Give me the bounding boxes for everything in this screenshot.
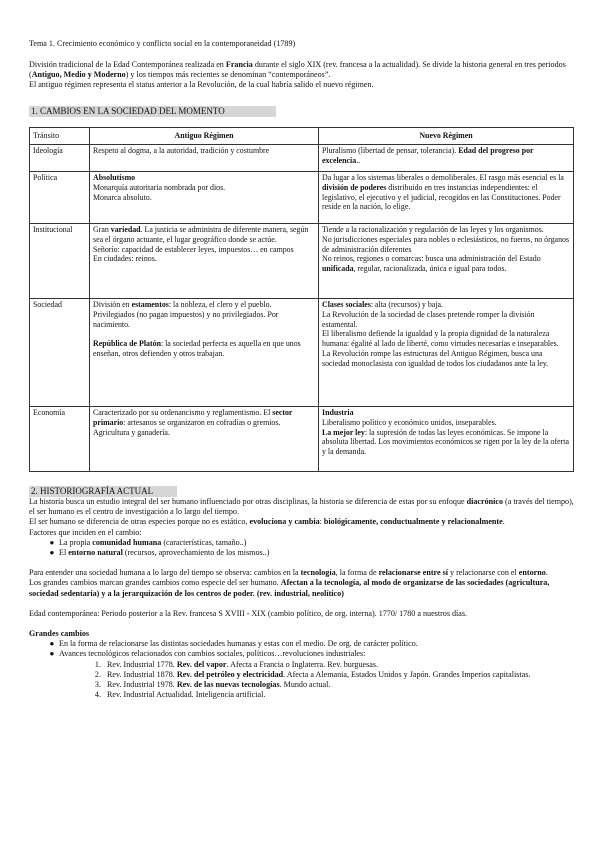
table-header-row [30, 128, 574, 145]
table-row [30, 299, 574, 407]
cell-new: Industria Liberalismo político y económico unidos, inseparables. La mejor ley: la supresión de todas las leyes económicas. Se impone la absoluta libertad. Los movimientos económicos se rigen por la ley de la oferta y la demanda. [319, 407, 574, 472]
paragraph: Para entender una sociedad humana a lo largo del tiempo se observa: cambios en la tecnología, la forma de relacionarse entre sí y relacionarse con el entorno. [29, 568, 548, 578]
intro-line-2: El antiguo régimen representa el status anterior a la Revolución, de la cual habría salido el nuevo régimen. [29, 80, 374, 90]
list-item: ● El entorno natural (recursos, aprovechamiento de los mismos..) [45, 548, 574, 558]
cell-new: Clases sociales: alta (recursos) y baja. La Revolución de la sociedad de clases pretende romper la división estamental. El liberalismo defiende la igualdad y la propia dignidad de la naturaleza humana: égalité al lado de liberté, como virtudes necesarias e inseparables. La Revolución rompe las estructuras del Antiguo Régimen, busca una sociedad monoclasista con igualdad de todos los ciudadanos ante la ley. [319, 299, 574, 407]
row-label: Economía [30, 407, 90, 472]
row-label: Ideología [30, 145, 90, 172]
intro-line-1: División tradicional de la Edad Contemporánea realizada en Francia durante el siglo XIX (rev. francesa a la actualidad). Se divide la historia general en tres periodos (Antiguo, Medio y Moderno) y los tiempos más recientes se denominan “contemporáneos”. [29, 60, 566, 80]
list-item: ● En la forma de relacionarse las distintas sociedades humanas y estas con el medio. De org. de carácter político. [45, 639, 574, 649]
paragraph: Factores que inciden en el cambio: [29, 527, 142, 537]
row-label: Institucional [30, 224, 90, 299]
factor-list [29, 538, 574, 558]
section-2-heading: 2. HISTORIOGRAFÍA ACTUAL [29, 486, 177, 497]
cell-new: Pluralismo (libertad de pensar, tolerancia). Edad del progreso por excelencia.. [319, 145, 574, 172]
bullet-icon: ● [49, 639, 55, 649]
list-item: 4. Rev. Industrial Actualidad. Inteligencia artificial. [94, 690, 266, 700]
grandes-cambios-title: Grandes cambios [29, 629, 90, 639]
cell-old: Absolutismo Monarquía autoritaria nombrada por dios. Monarca absoluto. [90, 172, 319, 224]
table-row [30, 145, 574, 172]
paragraph: Los grandes cambios marcan grandes cambios como especie del ser humano. Afectan a la tecnología, al modo de organizarse de las sociedades (agricultura, sociedad sedentaria) y a la jerarquización de los centros de poder. (rev. industrial, neolítico) [29, 578, 550, 598]
cell-old: División en estamentos: la nobleza, el clero y el pueblo. Privilegiados (no pagan impuestos) y no privilegiados. Por nacimiento. República de Platón: la sociedad perfecta es aquella en que unos enseñan, otros defienden y otros trabajan. [90, 299, 319, 407]
cell-old: Respeto al dogma, a la autoridad, tradición y costumbre [90, 145, 319, 172]
table-row [30, 224, 574, 299]
row-label: Sociedad [30, 299, 90, 407]
regime-comparison-table [29, 127, 574, 472]
list-item: ● La propia comunidad humana (características, tamaño..) [45, 538, 574, 548]
cell-new: Tiende a la racionalización y regulación de las leyes y los organismos. No jurisdicciones especiales para nobles o eclesiásticos, no fueros, no órganos de administración diferentes No reinos, regiones o comarcas: busca una administración del Estado unificada, regular, racionalizada, única e igual para todos. [319, 224, 574, 299]
list-item: ● Avances tecnológicos relacionados con cambios sociales, políticos…revoluciones industriales: [45, 649, 574, 659]
bullet-icon: ● [49, 548, 55, 558]
cell-old: Caracterizado por su ordenancismo y reglamentismo. El sector primario: artesanos se organizaron en cofradías o gremios. Agricultura y ganadería. [90, 407, 319, 472]
list-item: 1. Rev. Industrial 1778. Rev. del vapor. Afecta a Francia o Inglaterra. Rev. burguesas. [94, 659, 379, 669]
bullet-icon: ● [49, 649, 55, 659]
section-1-heading: 1. CAMBIOS EN LA SOCIEDAD DEL MOMENTO [29, 106, 276, 117]
cell-new: Da lugar a los sistemas liberales o demoliberales. El rasgo más esencial es la división de poderes distribuido en tres instancias independientes: el legislativo, el ejecutivo y el judicial, recogidos en las Constituciones. Poder reside en la nación, lo elige. [319, 172, 574, 224]
paragraph: El ser humano se diferencia de otras especies porque no es estático, evoluciona y cambia: biológicamente, conductualmente y relacionalmente. [29, 517, 505, 527]
header-antiguo-regimen: Antiguo Régimen [90, 128, 319, 145]
revolution-list [45, 660, 574, 701]
cell-old: Gran variedad. La justicia se administra de diferente manera, según sea el órgano actuante, el lugar geográfico donde se actúe. Señorío: capacidad de establecer leyes, impuestos… en campos En ciudades: reinos. [90, 224, 319, 299]
row-label: Política [30, 172, 90, 224]
section-2-body [29, 497, 574, 700]
paragraph: La historia busca un estudio integral del ser humano influenciado por otras disciplinas, la historia se diferencia de estas por su enfoque diacrónico (a través del tiempo), el ser humano es el centro de investigación a lo largo del tiempo. [29, 497, 574, 517]
list-item: 3. Rev. Industrial 1978. Rev. de las nuevas tecnologías. Mundo actual. [94, 680, 331, 690]
grandes-cambios-list [29, 639, 574, 700]
intro-paragraph [29, 60, 573, 91]
bullet-icon: ● [49, 537, 55, 547]
header-transito: Tránsito [30, 128, 90, 145]
list-item: 2. Rev. Industrial 1878. Rev. del petróleo y electricidad. Afecta a Alemania, Estados Unidos y Japón. Grandes Imperios capitalistas. [94, 669, 531, 679]
table-row [30, 407, 574, 472]
header-nuevo-regimen: Nuevo Régimen [319, 128, 574, 145]
table-row [30, 172, 574, 224]
paragraph: Edad contemporánea: Periodo posterior a la Rev. francesa S XVIII - XIX (cambio político, de org. interna). 1770/ 1780 a nuestros días. [29, 608, 468, 618]
document-title: Tema 1. Crecimiento económico y conflicto social en la contemporaneidad (1789) [29, 39, 296, 48]
